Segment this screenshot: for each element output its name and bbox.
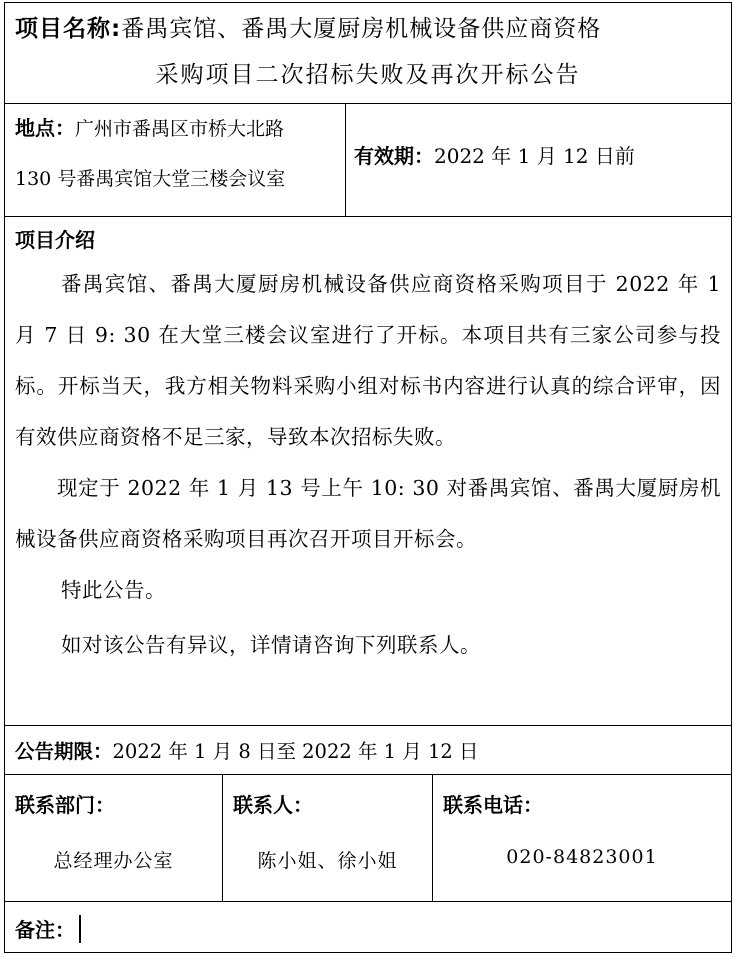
department-cell: [5, 775, 223, 902]
intro-cell: [5, 217, 732, 726]
location-cell: [5, 104, 346, 217]
title-line-1: 番禺宾馆、番禺大厦厨房机械设备供应商资格: [121, 16, 602, 42]
intro-paragraph-3: 特此公告。: [61, 578, 166, 602]
notice-table: [4, 2, 732, 953]
location-line-2: 130 号番禺宾馆大堂三楼会议室: [15, 168, 286, 190]
phone-value: 020-84823001: [506, 846, 658, 868]
project-title: 项目名称:番禺宾馆、番禺大厦厨房机械设备供应商资格: [15, 16, 602, 42]
period-label: 公告期限：: [15, 740, 113, 763]
phone-cell: [433, 775, 732, 902]
phone-label: 联系电话：: [443, 793, 543, 817]
title-line-2: 采购项目二次招标失败及再次开标公告: [155, 62, 581, 88]
validity-cell: [346, 104, 732, 217]
department-label: 联系部门：: [15, 793, 115, 817]
validity-value: 2022 年 1 月 12 日前: [434, 144, 635, 168]
period-value: 2022 年 1 月 8 日至 2022 年 1 月 12 日: [112, 740, 479, 763]
contact-person-label: 联系人：: [233, 793, 313, 817]
location-line-1: 广州市番禺区市桥大北路: [75, 118, 285, 140]
intro-paragraph-4: 如对该公告有异议，详情请咨询下列联系人。: [61, 633, 481, 657]
notice-document: [4, 2, 731, 968]
title-label: 项目名称: [15, 16, 111, 42]
remarks-cell[interactable]: [5, 902, 732, 953]
department-value: 总经理办公室: [53, 850, 174, 872]
intro-paragraph-1: 番禺宾馆、番禺大厦厨房机械设备供应商资格采购项目于 2022 年 1 月 7 日 9: 30 在大堂三楼会议室进行了开标。本项目共有三家公司参与投标。开标当天，我方相关物料采购小组对标书内容进行认真的综合评审，因有效供应商资格不足三家，导致本次招标失败。: [15, 272, 722, 449]
title-cell: [5, 3, 732, 104]
contact-person-value: 陈小姐、徐小姐: [257, 850, 398, 872]
remarks-label: 备注：: [15, 918, 75, 942]
intro-heading: 项目介绍: [15, 228, 95, 252]
validity-label: 有效期：: [354, 144, 434, 168]
period-cell: [5, 726, 732, 775]
location-label: 地点：: [15, 116, 75, 140]
intro-paragraph-2: 现定于 2022 年 1 月 13 号上午 10: 30 对番禺宾馆、番禺大厦厨房机械设备供应商资格采购项目再次召开项目开标会。: [15, 476, 722, 551]
text-cursor: [79, 915, 81, 943]
contact-person-cell: [223, 775, 433, 902]
